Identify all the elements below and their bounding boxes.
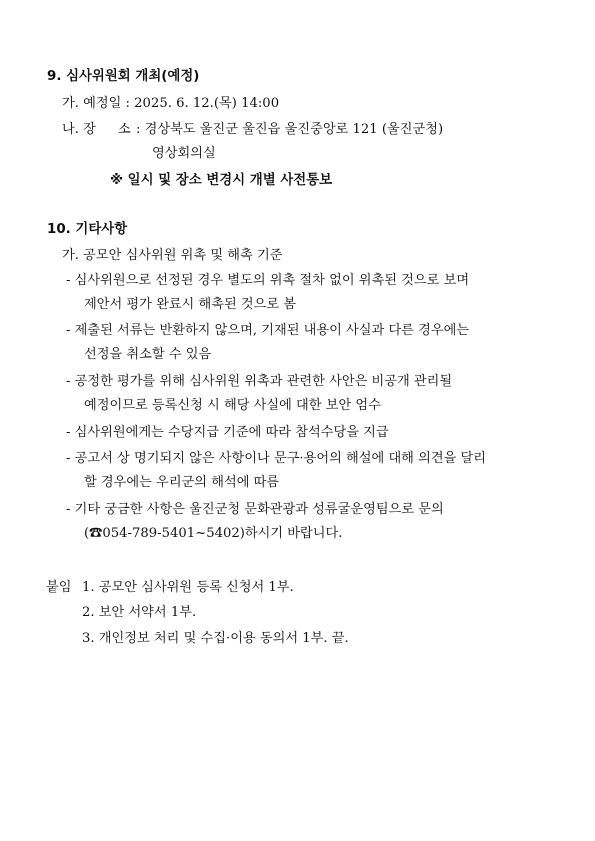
list-item-4-line-1: - 심사위원에게는 수당지급 기준에 따라 참석수당을 지급 — [66, 425, 389, 440]
place-value-line-1: : 경상북도 울진군 울진읍 울진중앙로 121 (울진군청) — [136, 122, 444, 137]
list-item-2-line-1: - 제출된 서류는 반환하지 않으며, 기재된 내용이 사실과 다른 경우에는 — [66, 323, 470, 338]
place-label-char: 소 — [118, 122, 131, 137]
change-notice: ※ 일시 및 장소 변경시 개별 사전통보 — [110, 173, 333, 188]
list-item-6-line-1: - 기타 궁금한 사항은 울진군청 문화관광과 성류굴운영팀으로 문의 — [66, 502, 444, 517]
list-item-5-line-1: - 공고서 상 명기되지 않은 사항이나 문구·용어의 해설에 대해 의견을 달리 — [66, 451, 486, 466]
list-item-2-line-2: 선정을 취소할 수 있음 — [84, 347, 212, 362]
attachment-item-1: 1. 공모안 심사위원 등록 신청서 1부. — [82, 580, 294, 595]
list-item-3-line-1: - 공정한 평가를 위해 심사위원 위촉과 관련한 사안은 비공개 관리될 — [66, 374, 453, 389]
section-10-heading: 10. 기타사항 — [47, 222, 128, 237]
list-item-1-line-1: - 심사위원으로 선정된 경우 별도의 위촉 절차 없이 위촉된 것으로 보며 — [66, 273, 470, 288]
schedule-date: 가. 예정일 : 2025. 6. 12.(목) 14:00 — [62, 96, 280, 111]
place-label-marker: 나. 장 — [62, 122, 96, 137]
list-item-5-line-2: 할 경우에는 우리군의 해석에 따름 — [84, 475, 280, 490]
section-10-subheading: 가. 공모안 심사위원 위촉 및 해촉 기준 — [62, 248, 283, 263]
section-9-heading: 9. 심사위원회 개최(예정) — [47, 69, 200, 84]
attachments-label: 붙임 — [46, 580, 72, 595]
attachment-item-2: 2. 보안 서약서 1부. — [82, 605, 197, 620]
list-item-1-line-2: 제안서 평가 완료시 해촉된 것으로 봄 — [84, 297, 297, 312]
place-value-line-2: 영상회의실 — [152, 146, 216, 161]
list-item-6-line-2: (☎054-789-5401~5402)하시기 바랍니다. — [84, 526, 343, 541]
attachment-item-3: 3. 개인정보 처리 및 수집·이용 동의서 1부. 끝. — [82, 631, 349, 646]
list-item-3-line-2: 예정이므로 등록신청 시 해당 사실에 대한 보안 엄수 — [84, 398, 381, 413]
